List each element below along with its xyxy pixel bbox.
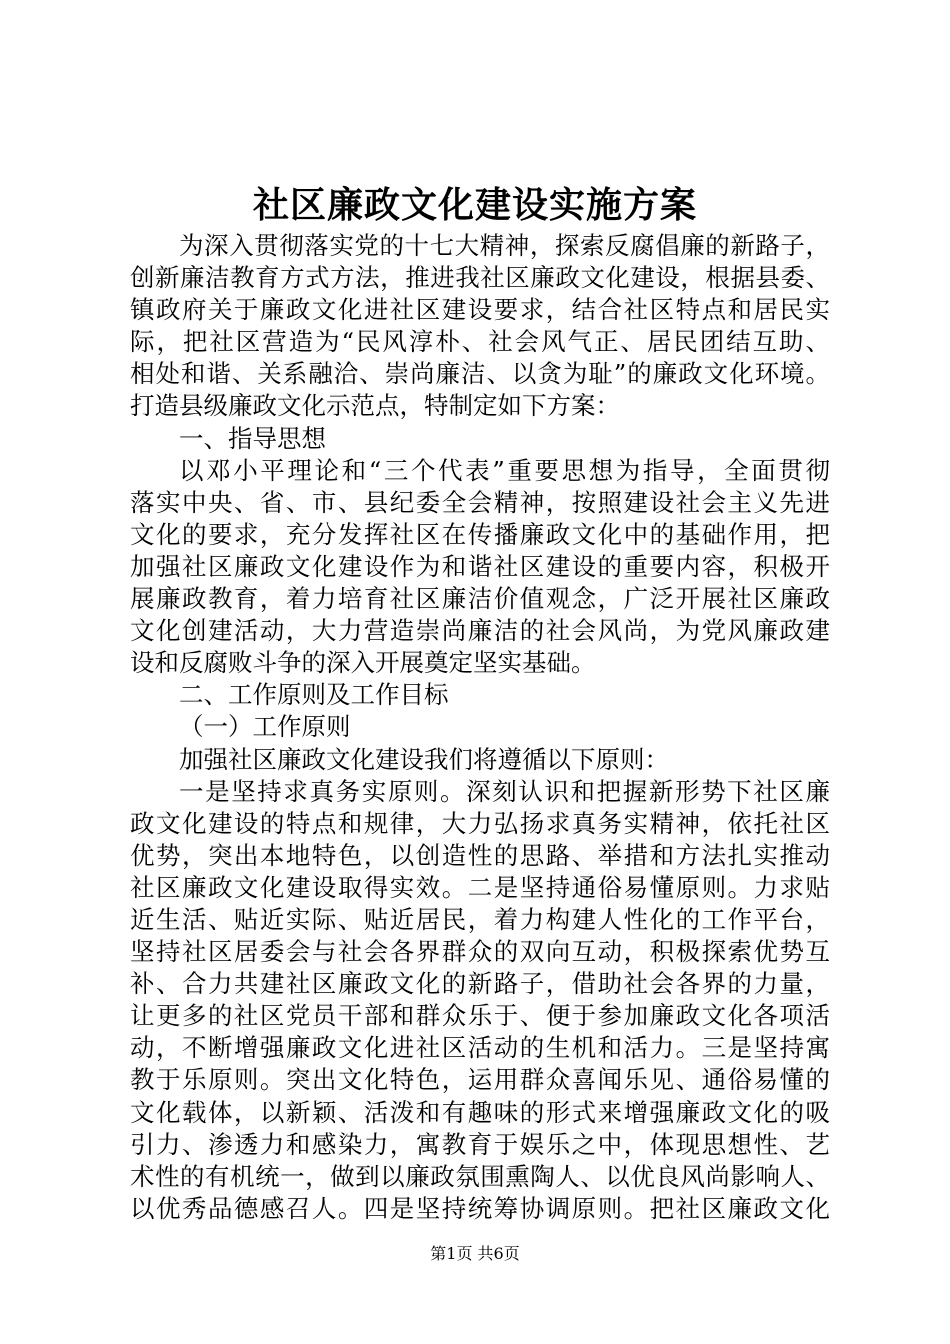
body-line: 文化载体，以新颖、活泼和有趣味的形式来增强廉政文化的吸 bbox=[130, 1097, 830, 1127]
body-line: 镇政府关于廉政文化进社区建设要求，结合社区特点和居民实 bbox=[130, 295, 830, 325]
body-line: 创新廉洁教育方式方法，推进我社区廉政文化建设，根据县委、 bbox=[130, 263, 830, 293]
page-footer: 第1页 共6页 bbox=[430, 1244, 520, 1263]
body-line: 政文化建设的特点和规律，大力弘扬求真务实精神，依托社区 bbox=[130, 808, 830, 838]
body-line: 为深入贯彻落实党的十七大精神，探索反腐倡廉的新路子， bbox=[179, 231, 830, 260]
body-line: 加强社区廉政文化建设作为和谐社区建设的重要内容，积极开 bbox=[130, 551, 830, 581]
body-line: 打造县级廉政文化示范点，特制定如下方案： bbox=[130, 391, 620, 421]
body-line: 以邓小平理论和“三个代表”重要思想为指导，全面贯彻 bbox=[179, 455, 830, 485]
body-line: 近生活、贴近实际、贴近居民，着力构建人性化的工作平台， bbox=[130, 904, 830, 934]
body-line: 二、工作原则及工作目标 bbox=[179, 680, 449, 710]
body-line: 加强社区廉政文化建设我们将遵循以下原则： bbox=[179, 744, 669, 774]
body-line: 落实中央、省、市、县纪委全会精神，按照建设社会主义先进 bbox=[130, 487, 830, 517]
body-line: 优势，突出本地特色，以创造性的思路、举措和方法扎实推动 bbox=[130, 840, 830, 870]
body-line: 文化创建活动，大力营造崇尚廉洁的社会风尚，为党风廉政建 bbox=[130, 616, 830, 646]
body-line: （一）工作原则 bbox=[179, 712, 351, 742]
body-line: 引力、渗透力和感染力，寓教育于娱乐之中，体现思想性、艺 bbox=[130, 1129, 830, 1159]
body-line: 文化的要求，充分发挥社区在传播廉政文化中的基础作用，把 bbox=[130, 519, 830, 549]
body-line: 让更多的社区党员干部和群众乐于、便于参加廉政文化各项活 bbox=[130, 1001, 830, 1031]
body-line: 坚持社区居委会与社会各界群众的双向互动，积极探索优势互 bbox=[130, 937, 830, 967]
body-line: 社区廉政文化建设取得实效。二是坚持通俗易懂原则。力求贴 bbox=[130, 872, 830, 902]
body-line: 设和反腐败斗争的深入开展奠定坚实基础。 bbox=[130, 648, 596, 678]
body-line: 教于乐原则。突出文化特色，运用群众喜闻乐见、通俗易懂的 bbox=[130, 1065, 830, 1095]
body-line: 动，不断增强廉政文化进社区活动的生机和活力。三是坚持寓 bbox=[130, 1033, 830, 1063]
body-line: 相处和谐、关系融洽、崇尚廉洁、以贪为耻”的廉政文化环境。 bbox=[130, 359, 830, 389]
body-line: 际，把社区营造为“民风淳朴、社会风气正、居民团结互助、 bbox=[130, 327, 830, 357]
body-line: 一是坚持求真务实原则。深刻认识和把握新形势下社区廉 bbox=[179, 776, 830, 806]
document-body bbox=[130, 230, 830, 1225]
body-line: 术性的有机统一，做到以廉政氛围熏陶人、以优良风尚影响人、 bbox=[130, 1161, 830, 1191]
body-line: 展廉政教育，着力培育社区廉洁价值观念，广泛开展社区廉政 bbox=[130, 584, 830, 614]
body-line: 一、指导思想 bbox=[179, 423, 326, 453]
document-title: 社区廉政文化建设实施方案 bbox=[252, 184, 697, 226]
body-line: 以优秀品德感召人。四是坚持统筹协调原则。把社区廉政文化 bbox=[130, 1193, 830, 1223]
body-line: 补、合力共建社区廉政文化的新路子，借助社会各界的力量， bbox=[130, 969, 830, 999]
